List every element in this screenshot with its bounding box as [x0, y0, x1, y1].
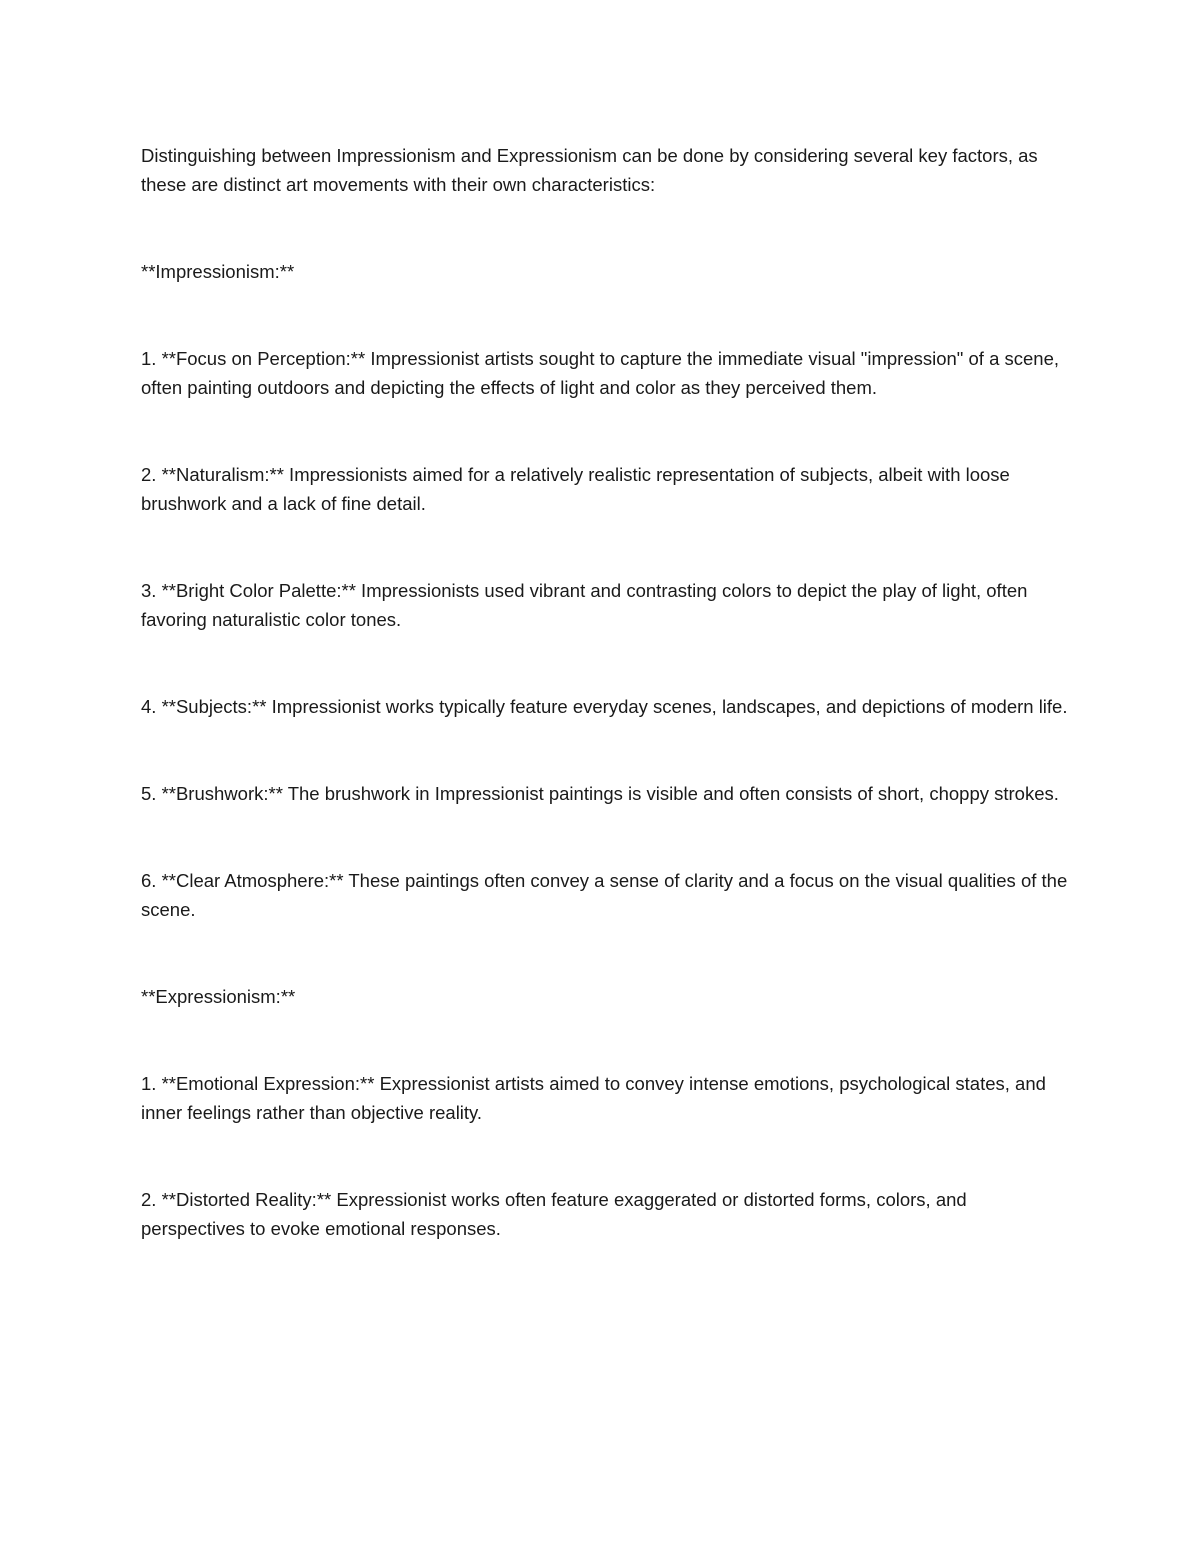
intro-paragraph: Distinguishing between Impressionism and Expressionism can be done by considering several key factors, as these are distinct art movements with their own characteristics:: [141, 145, 1038, 195]
impressionism-item-6: 6. **Clear Atmosphere:** These paintings often convey a sense of clarity and a focus on the visual qualities of the scene.: [141, 870, 1068, 920]
impressionism-item-5: 5. **Brushwork:** The brushwork in Impressionist paintings is visible and often consists of short, choppy strokes.: [141, 783, 1059, 804]
impressionism-item-3: 3. **Bright Color Palette:** Impressionists used vibrant and contrasting colors to depict the play of light, often favoring naturalistic color tones.: [141, 580, 1028, 630]
impressionism-item-2: 2. **Naturalism:** Impressionists aimed for a relatively realistic representation of subjects, albeit with loose brushwork and a lack of fine detail.: [141, 464, 1010, 514]
impressionism-item-4: 4. **Subjects:** Impressionist works typically feature everyday scenes, landscapes, and depictions of modern life.: [141, 696, 1068, 717]
expressionism-item-2: 2. **Distorted Reality:** Expressionist works often feature exaggerated or distorted forms, colors, and perspectives to evoke emotional responses.: [141, 1189, 967, 1239]
expressionism-heading: **Expressionism:**: [141, 986, 296, 1007]
impressionism-item-1: 1. **Focus on Perception:** Impressionist artists sought to capture the immediate visual "impression" of a scene, often painting outdoors and depicting the effects of light and color as they perceived them.: [141, 348, 1060, 398]
impressionism-heading: **Impressionism:**: [141, 261, 295, 282]
expressionism-item-1: 1. **Emotional Expression:** Expressionist artists aimed to convey intense emotions, psychological states, and inner feelings rather than objective reality.: [141, 1073, 1046, 1123]
document-body: [141, 141, 1071, 1301]
